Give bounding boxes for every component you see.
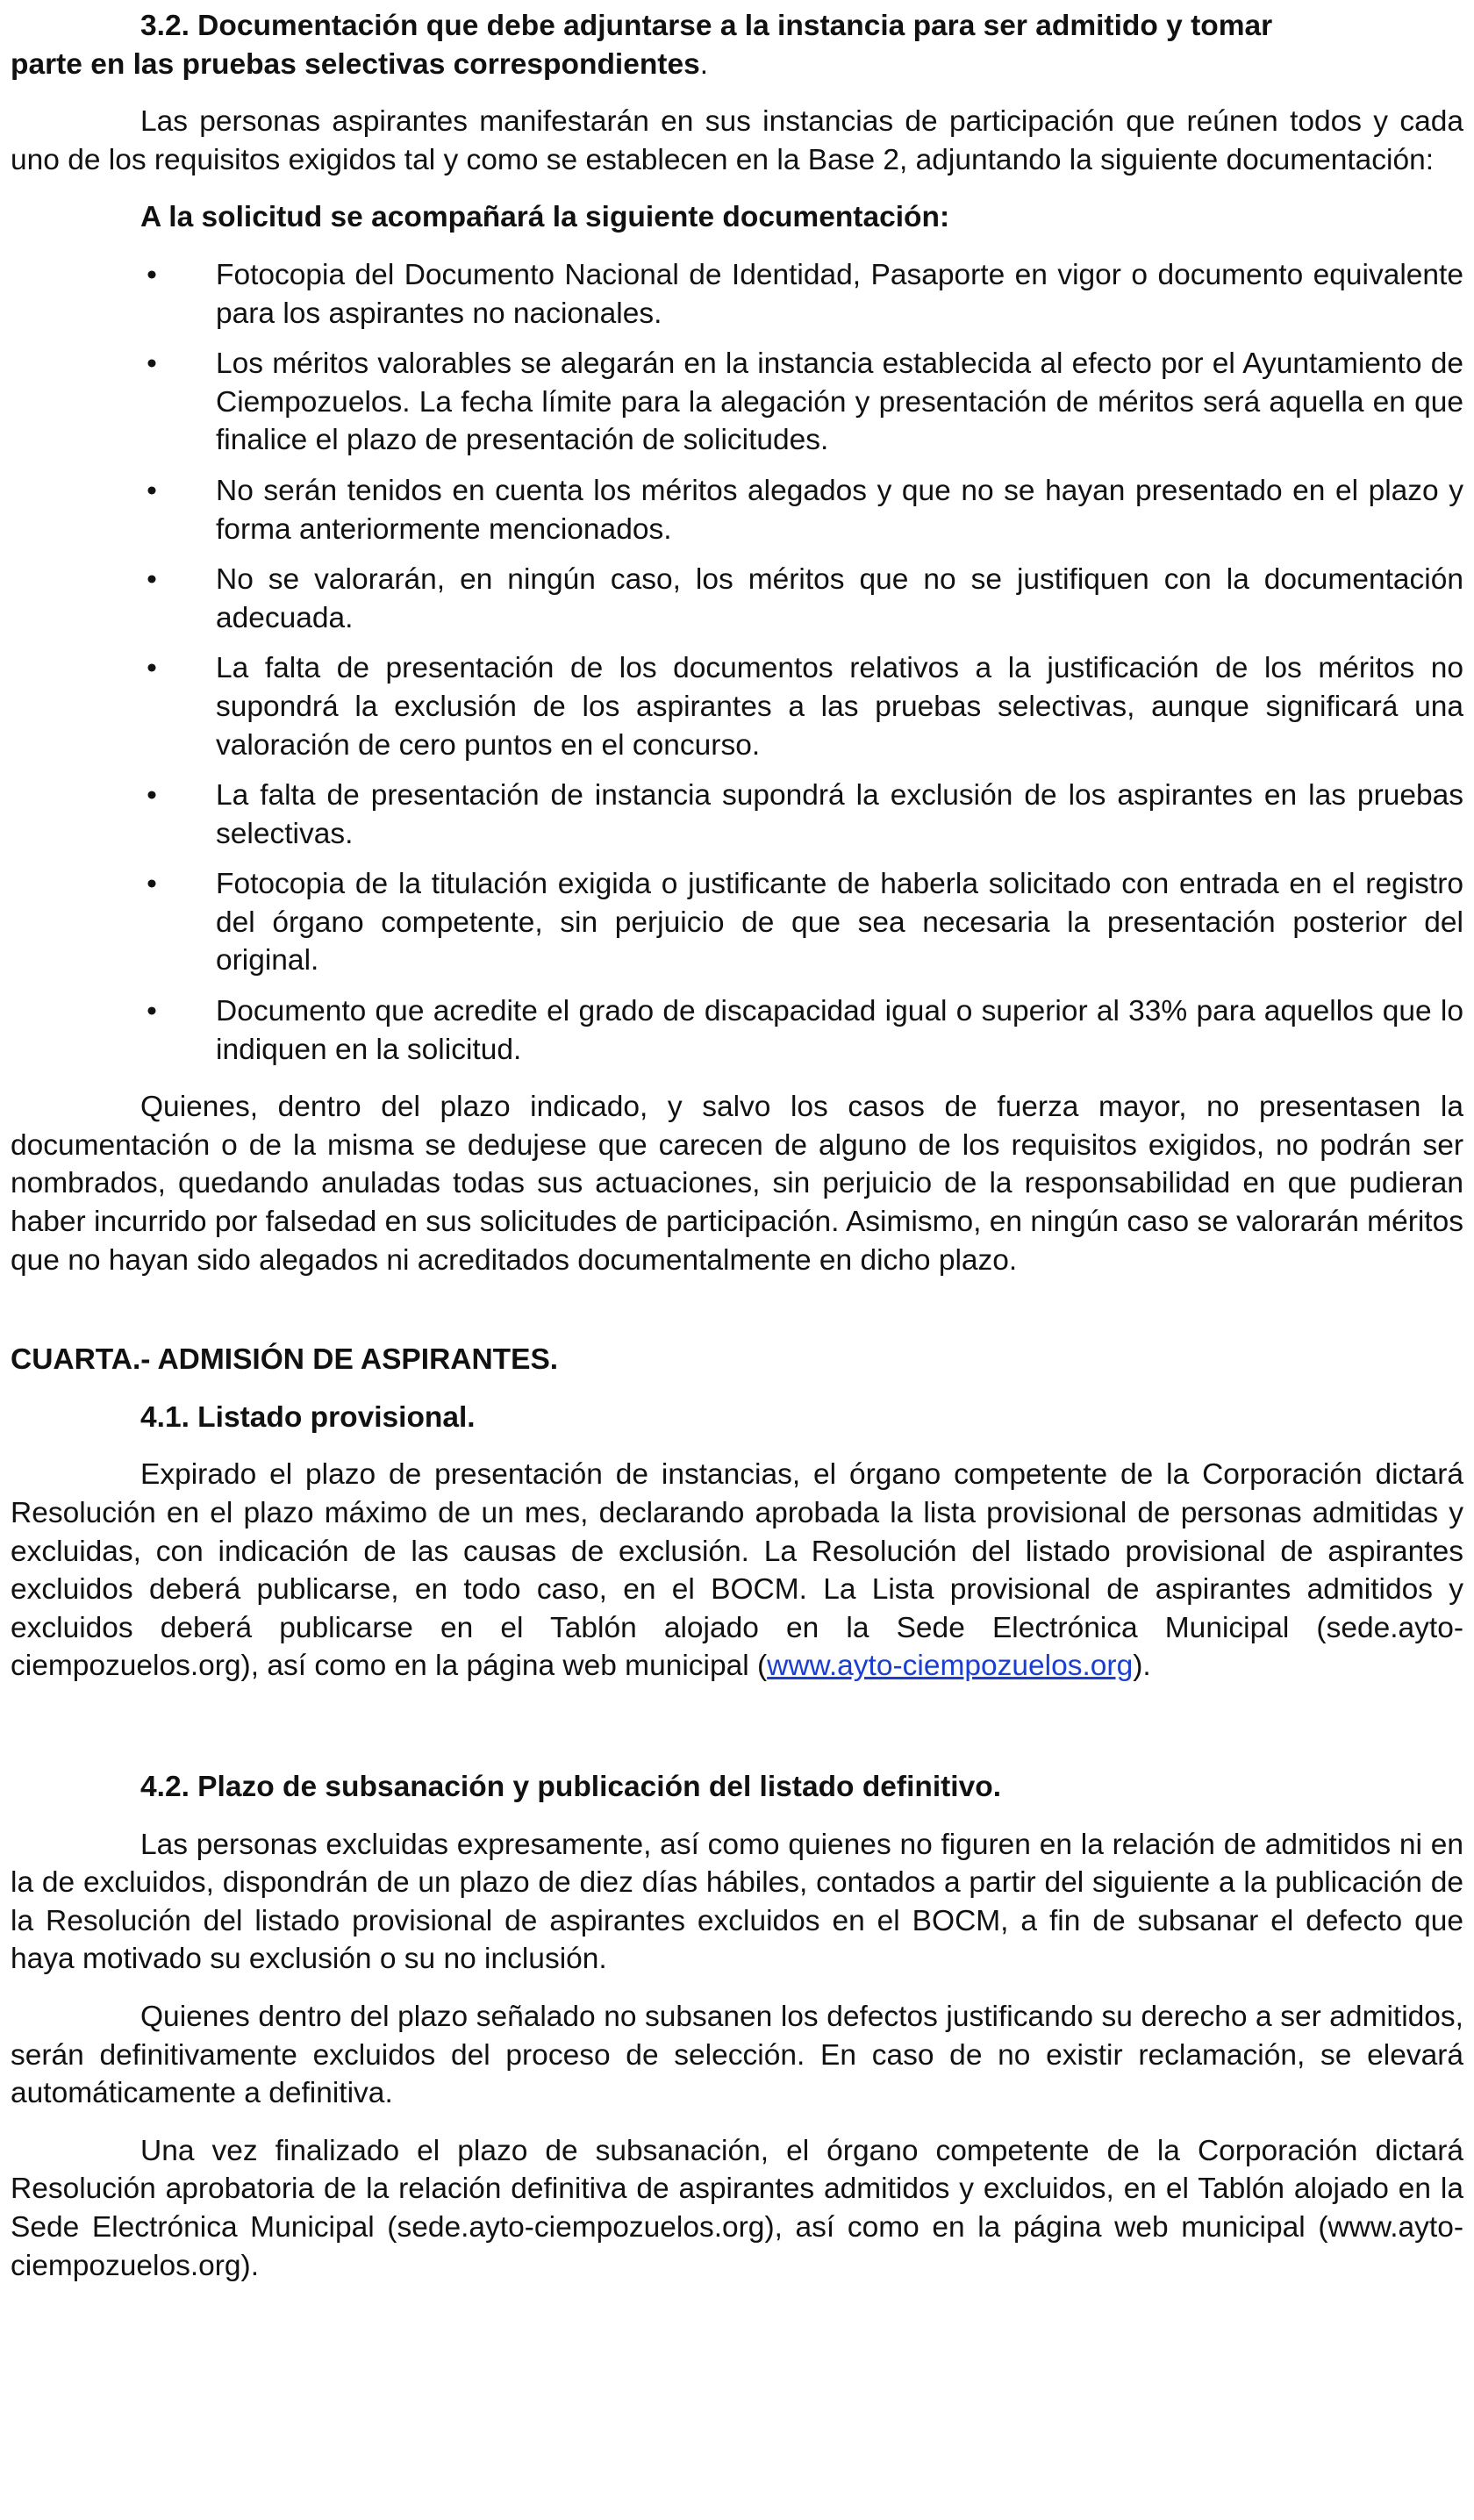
list-item xyxy=(11,865,1463,980)
section-4-2-heading: 4.2. Plazo de subsanación y publicación del listado definitivo. xyxy=(140,1770,1002,1803)
list-item xyxy=(11,561,1463,637)
section-4-1-text: Expirado el plazo de presentación de instancias, el órgano competente de la Corporación dictará Resolución en el plazo máximo de un mes, declarando aprobada la lista provisional de personas admitidas y excluidas, con indicación de las causas de exclusión. La Resolución del listado provisional de aspirantes excluidos deberá publicarse, en todo caso, en el BOCM. La Lista provisional de aspirantes admitidos y excluidos deberá publicarse en el Tablón alojado en la Sede Electrónica Municipal (sede.ayto-ciempozuelos.org), así como en la página web municipal ( xyxy=(11,1458,1463,1683)
bullet-icon: • xyxy=(147,563,157,597)
section-4-1-heading: 4.1. Listado provisional. xyxy=(140,1400,476,1434)
list-item-text: Documento que acredite el grado de discapacidad igual o superior al 33% para aquellos que lo indiquen en la solicitud. xyxy=(216,995,1463,1066)
list-item xyxy=(11,992,1463,1069)
list-item-text: Los méritos valorables se alegarán en la instancia establecida al efecto por el Ayuntamiento de Ciempozuelos. La fecha límite para la alegación y presentación de méritos será aquella en que finalice el plazo de presentación de solicitudes. xyxy=(216,347,1463,457)
list-item xyxy=(11,649,1463,764)
section-4-2-paragraph: Una vez finalizado el plazo de subsanación, el órgano competente de la Corporación dictará Resolución aprobatoria de la relación definitiva de aspirantes admitidos y excluidos, en el Tablón alojado en la Sede Electrónica Municipal (sede.ayto-ciempozuelos.org), así como en la página web municipal (www.ayto-ciempozuelos.org). xyxy=(11,2134,1463,2282)
section-3-2-closing: Quienes, dentro del plazo indicado, y salvo los casos de fuerza mayor, no presentasen la documentación o de la misma se dedujese que carecen de alguno de los requisitos exigidos, no podrán ser nombrados, quedando anuladas todas sus actuaciones, sin perjuicio de la responsabilidad en que pudieran haber incurrido por falsedad en sus solicitudes de participación. Asimismo, en ningún caso se valorarán méritos que no hayan sido alegados ni acreditados documentalmente en dicho plazo. xyxy=(11,1091,1463,1277)
section-4-1-text-end: ). xyxy=(1133,1650,1151,1683)
list-item-text: La falta de presentación de los documentos relativos a la justificación de los méritos no supondrá la exclusión de los aspirantes a las pruebas selectivas, aunque significará una valoración de cero puntos en el concurso. xyxy=(216,652,1463,762)
section-3-2-heading-line1: 3.2. Documentación que debe adjuntarse a la instancia para ser admitido y tomar xyxy=(140,10,1273,42)
document-page xyxy=(11,7,1463,2285)
list-item-text: La falta de presentación de instancia supondrá la exclusión de los aspirantes en las pruebas selectivas. xyxy=(216,779,1463,850)
bullet-icon: • xyxy=(147,995,157,1028)
list-item-text: No serán tenidos en cuenta los méritos alegados y que no se hayan presentado en el plazo y forma anteriormente mencionados. xyxy=(216,474,1463,546)
bullet-icon: • xyxy=(147,868,157,901)
list-item xyxy=(11,472,1463,548)
list-item xyxy=(11,777,1463,853)
bullet-icon: • xyxy=(147,347,157,381)
section-4-1-body xyxy=(11,1456,1463,1686)
section-4-2-paragraph: Las personas excluidas expresamente, así como quienes no figuren en la relación de admitidos ni en la de excluidos, dispondrán de un plazo de diez días hábiles, contados a partir del siguiente a la publicación de la Resolución del listado provisional de aspirantes excluidos en el BOCM, a fin de subsanar el defecto que haya motivado su exclusión o su no inclusión. xyxy=(11,1828,1463,1976)
section-3-2-intro: Las personas aspirantes manifestarán en sus instancias de participación que reúnen todos y cada uno de los requisitos exigidos tal y como se establecen en la Base 2, adjuntando la siguiente documentación: xyxy=(11,105,1463,176)
documentation-subheading: A la solicitud se acompañará la siguiente documentación: xyxy=(140,201,950,234)
list-item-text: Fotocopia del Documento Nacional de Identidad, Pasaporte en vigor o documento equivalente para los aspirantes no nacionales. xyxy=(216,258,1463,330)
section-3-2-heading-period: . xyxy=(699,47,709,81)
section-3-2-heading-line2: parte en las pruebas selectivas correspondientes xyxy=(11,47,700,81)
bullet-icon: • xyxy=(147,652,157,685)
list-item-text: Fotocopia de la titulación exigida o justificante de haberla solicitado con entrada en el registro del órgano competente, sin perjuicio de que sea necesaria la presentación posterior del original. xyxy=(216,868,1463,977)
bullet-icon: • xyxy=(147,474,157,507)
section-4-2-paragraph: Quienes dentro del plazo señalado no subsanen los defectos justificando su derecho a ser admitidos, serán definitivamente excluidos del proceso de selección. En caso de no existir reclamación, se elevará automáticamente a definitiva. xyxy=(11,2000,1463,2110)
bullet-icon: • xyxy=(147,779,157,813)
documentation-list xyxy=(11,256,1463,1069)
bullet-icon: • xyxy=(147,258,157,291)
list-item xyxy=(11,345,1463,460)
list-item-text: No se valorarán, en ningún caso, los méritos que no se justifiquen con la documentación adecuada. xyxy=(216,563,1463,634)
section-3-2-heading xyxy=(11,7,1463,83)
municipal-website-link[interactable]: www.ayto-ciempozuelos.org xyxy=(767,1650,1134,1683)
list-item xyxy=(11,256,1463,333)
cuarta-title: CUARTA.- ADMISIÓN DE ASPIRANTES. xyxy=(11,1343,559,1377)
